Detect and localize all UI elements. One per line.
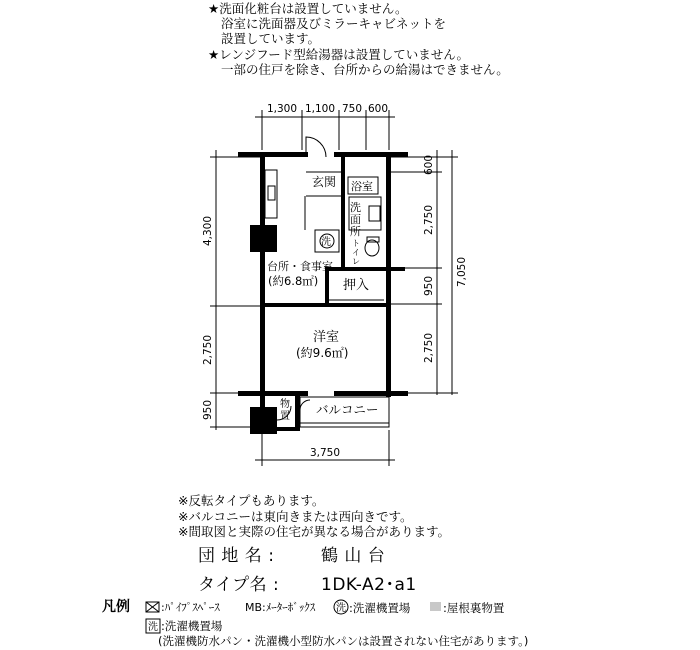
type-value: 1DK-A2･a1 (321, 575, 417, 595)
legend-attic: :屋根裏物置 (443, 601, 505, 615)
danchi-value: 鶴 山 台 (321, 546, 386, 566)
room-kitchen-area: (約6.8㎡) (268, 274, 319, 288)
legend-meter-box: MB:ﾒｰﾀｰﾎﾞｯｸｽ (245, 601, 316, 614)
legend-title: 凡例 (102, 599, 130, 615)
room-kitchen: 台所・食事室 (267, 260, 333, 273)
dim-left-3: 950 (202, 399, 214, 421)
wall-balcony (238, 391, 308, 396)
room-storage-2: 置 (280, 411, 290, 422)
room-bath: 浴室 (351, 180, 373, 193)
room-senmen-2: 面 (350, 213, 361, 226)
dim-top-2: 1,100 (304, 103, 336, 115)
wall-balcony-right (334, 391, 408, 396)
washer-legend-mark: 洗 (336, 603, 346, 614)
room-western-area: (約9.6㎡) (296, 346, 349, 360)
room-oshiire: 押入 (343, 278, 370, 293)
dim-left-1: 4,300 (202, 215, 214, 247)
legend-note: (洗濯機防水パン・洗濯機小型防水パンは設置されない住宅があります。) (158, 634, 529, 648)
dim-top-3: 750 (341, 103, 363, 115)
dim-bottom: 3,750 (309, 447, 341, 459)
type-label: タイプ名 : (198, 575, 280, 595)
washer2-legend-mark: 洗 (148, 622, 158, 633)
wall-right (386, 152, 391, 397)
dim-right-1: 600 (423, 154, 435, 176)
attic-storage-icon (430, 602, 441, 611)
room-toilet-1: ト (352, 239, 360, 248)
legend-washer-label: :洗濯機置場 (349, 601, 411, 615)
room-senmen-1: 洗 (350, 201, 361, 214)
entrance-door-swing (306, 137, 326, 157)
dim-top-1: 1,300 (266, 103, 298, 115)
note-washbasin: ★洗面化粧台は設置していません。 (208, 1, 408, 16)
legend-pipe-space: :ﾊﾟｲﾌﾟｽﾍﾟｰｽ (161, 601, 220, 614)
note-plan-difference: ※間取図と実際の住宅が異なる場合があります。 (178, 524, 450, 539)
danchi-label: 団 地 名 : (198, 546, 275, 566)
room-storage-1: 物 (280, 399, 290, 410)
room-toilet-2: イ (352, 248, 360, 257)
dim-top-4: 600 (367, 103, 389, 115)
legend-washer2-label: :洗濯機置場 (161, 619, 223, 633)
room-genkan: 玄関 (312, 175, 337, 189)
wall-top-left (238, 152, 308, 157)
note-reverse-type: ※反転タイプもあります。 (178, 493, 325, 508)
note-hot-water: 一部の住戸を除き、台所からの給湯はできません。 (221, 62, 509, 77)
wall-entrance-right (341, 152, 345, 270)
wall-left (260, 152, 265, 430)
note-bathroom-cont: 設置しています。 (221, 31, 321, 46)
dim-right-4: 2,750 (423, 332, 435, 364)
wall-storage-right (295, 396, 300, 427)
pipe-block-top (250, 225, 277, 252)
room-balcony: バルコニー (316, 402, 379, 417)
note-water-heater: ★レンジフード型給湯器は設置していません。 (208, 47, 469, 62)
washer-mark: 洗 (321, 237, 331, 248)
wall-top-right (334, 152, 408, 157)
wall-oshiire-top (325, 267, 405, 271)
dim-right-3: 950 (423, 275, 435, 297)
note-balcony-direction: ※バルコニーは東向きまたは西向きです。 (178, 509, 413, 524)
note-bathroom: 浴室に洗面器及びミラーキャビネットを (221, 16, 447, 31)
room-senmen-3: 所 (350, 225, 361, 238)
dim-right-2: 2,750 (423, 204, 435, 236)
room-western: 洋室 (313, 330, 340, 345)
dim-left-2: 2,750 (202, 334, 214, 366)
dim-right-total: 7,050 (456, 256, 468, 288)
room-toilet-3: レ (352, 257, 360, 266)
